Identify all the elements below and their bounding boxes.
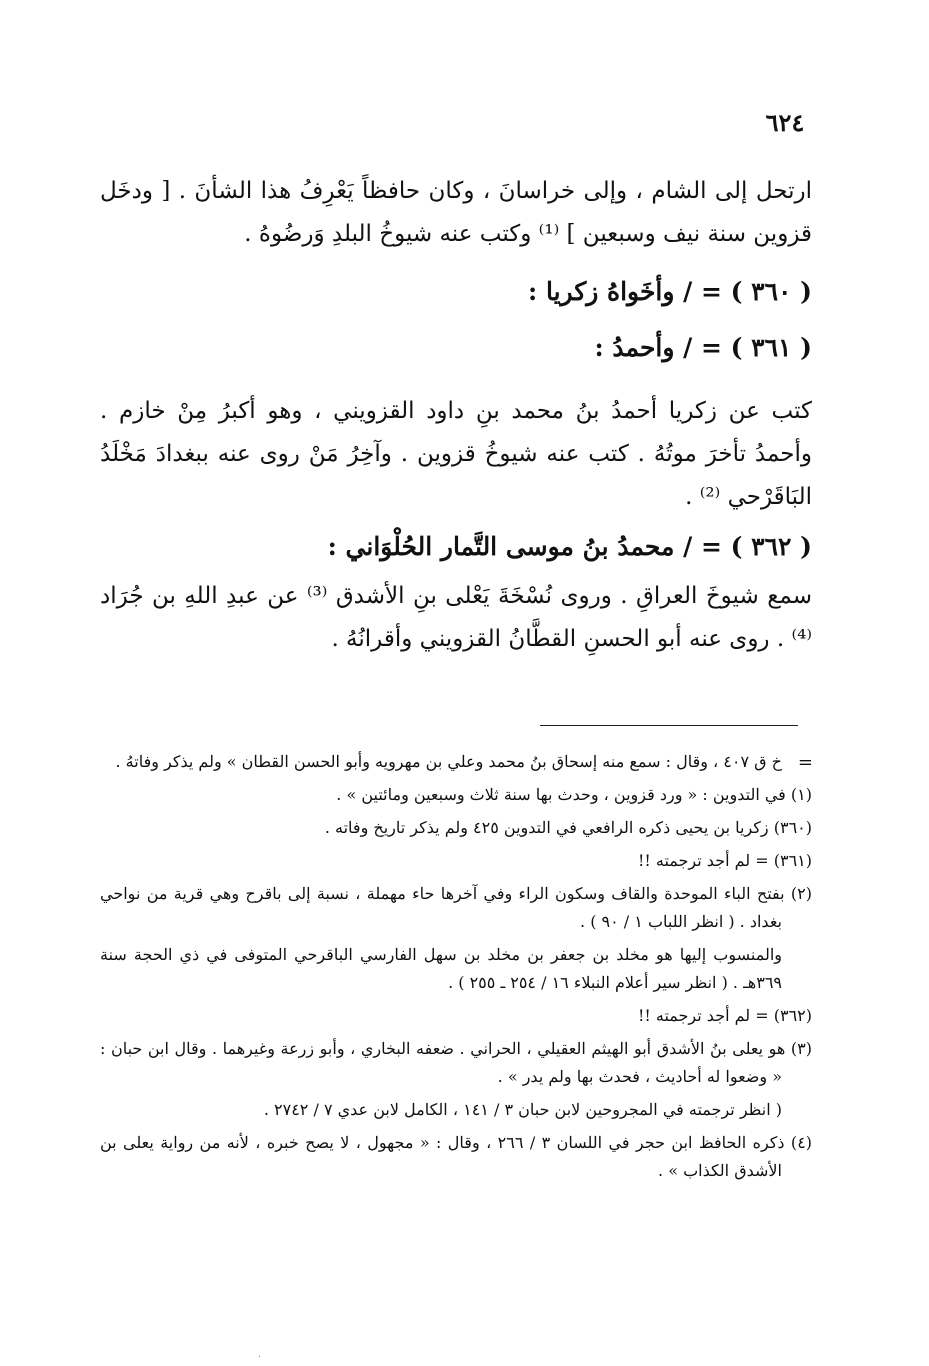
- main-text: [100, 170, 812, 661]
- page-number: ٦٢٤: [765, 108, 805, 137]
- footnote-361: (٣٦١) = لم أجد ترجمته !!: [637, 851, 812, 870]
- footnote-2-continued: والمنسوب إليها هو مخلد بن جعفر بن مخلد بن سهل الفارسي الباقرحي المتوفى في ذي الحجة سنة ٣٦٩هـ . ( انظر سير أعلام النبلاء ١٦ / ٢٥٤ ـ ٢٥٥ ) .: [100, 945, 782, 992]
- footnote-362: (٣٦٢) = لم أجد ترجمته !!: [637, 1006, 812, 1025]
- continuation-mark: =: [797, 752, 813, 773]
- footnote-360: (٣٦٠) زكريا بن يحيى ذكره الرافعي في التدوين ٤٢٥ ولم يذكر تاريخ وفاته .: [324, 818, 812, 837]
- footnote-divider: [540, 725, 798, 726]
- footnote-3: (٣) هو يعلى بنُ الأشدق أبو الهيثم العقيلي ، الحراني . ضعفه البخاري ، وأبو زرعة وغيرهما . وقال ابن حبان : « وضعوا له أحاديث ، فحدث بها ولم يدر » .: [100, 1039, 812, 1086]
- entry-heading-360: ( ٣٦٠ ) = / وأخَواهُ زكريا :: [528, 277, 812, 306]
- footnote-carryover: خ ق ٤٠٧ ، وقال : سمع منه إسحاق بنُ محمد وعلي بن مهرويه وأبو الحسن القطان » ولم يذكر وفاتهُ .: [115, 752, 782, 771]
- entry-heading-362: ( ٣٦٢ ) = / محمدُ بنُ موسى التَّمار الحُلْوَاني :: [327, 532, 812, 561]
- footnote-3-continued: ( انظر ترجمته في المجروحين لابن حبان ٣ / ١٤١ ، الكامل لابن عدي ٧ / ٢٧٤٢ .: [263, 1100, 782, 1119]
- footnotes: [100, 748, 812, 1190]
- entry-heading-361: ( ٣٦١ ) = / وأحمدُ :: [594, 333, 812, 362]
- paragraph-361: كتب عن زكريا أحمدُ بنُ محمد بنِ داود القزويني ، وهو أكبرُ مِنْ خازم . وأحمدُ تأخرَ موتُهُ . كتب عنه شيوخُ قزوين . وآخِرُ مَنْ روى عنه ببغدادَ مَخْلَدُ البَاقَرْحي ⁽²⁾ .: [100, 398, 812, 510]
- footnote-4: (٤) ذكره الحافظ ابن حجر في اللسان ٣ / ٢٦٦ ، وقال : « مجهول ، لا يصح خبره ، لأنه من رواية يعلى بن الأشدق الكذاب » .: [100, 1133, 813, 1180]
- paragraph-362: سمع شيوخَ العراقِ . وروى نُسْخَةَ يَعْلى بنِ الأشدق ⁽³⁾ عن عبدِ اللهِ بن جُرَاد ⁽⁴⁾ . روى عنه أبو الحسنِ القطَّانُ القزويني وأقرانُهُ .: [100, 583, 812, 652]
- footnote-2: (٢) بفتح الباء الموحدة والقاف وسكون الراء وفي آخرها حاء مهملة ، نسبة إلى باقرح وهي قرية من نواحي بغداد . ( انظر اللباب ١ / ٩٠ ) .: [100, 884, 812, 931]
- paragraph-intro: ارتحل إلى الشام ، وإلى خراسانَ ، وكان حافظاً يَعْرِفُ هذا الشأنَ . [ ودخَل قزوين سنة نيف وسبعين ] ⁽¹⁾ وكتب عنه شيوخُ البلدِ وَرضُوهُ .: [100, 178, 812, 247]
- footnote-1: (١) في التدوين : « ورد قزوين ، وحدث بها سنة ثلاث وسبعين ومائتين » .: [336, 785, 812, 804]
- scan-speck: ·: [258, 1352, 262, 1363]
